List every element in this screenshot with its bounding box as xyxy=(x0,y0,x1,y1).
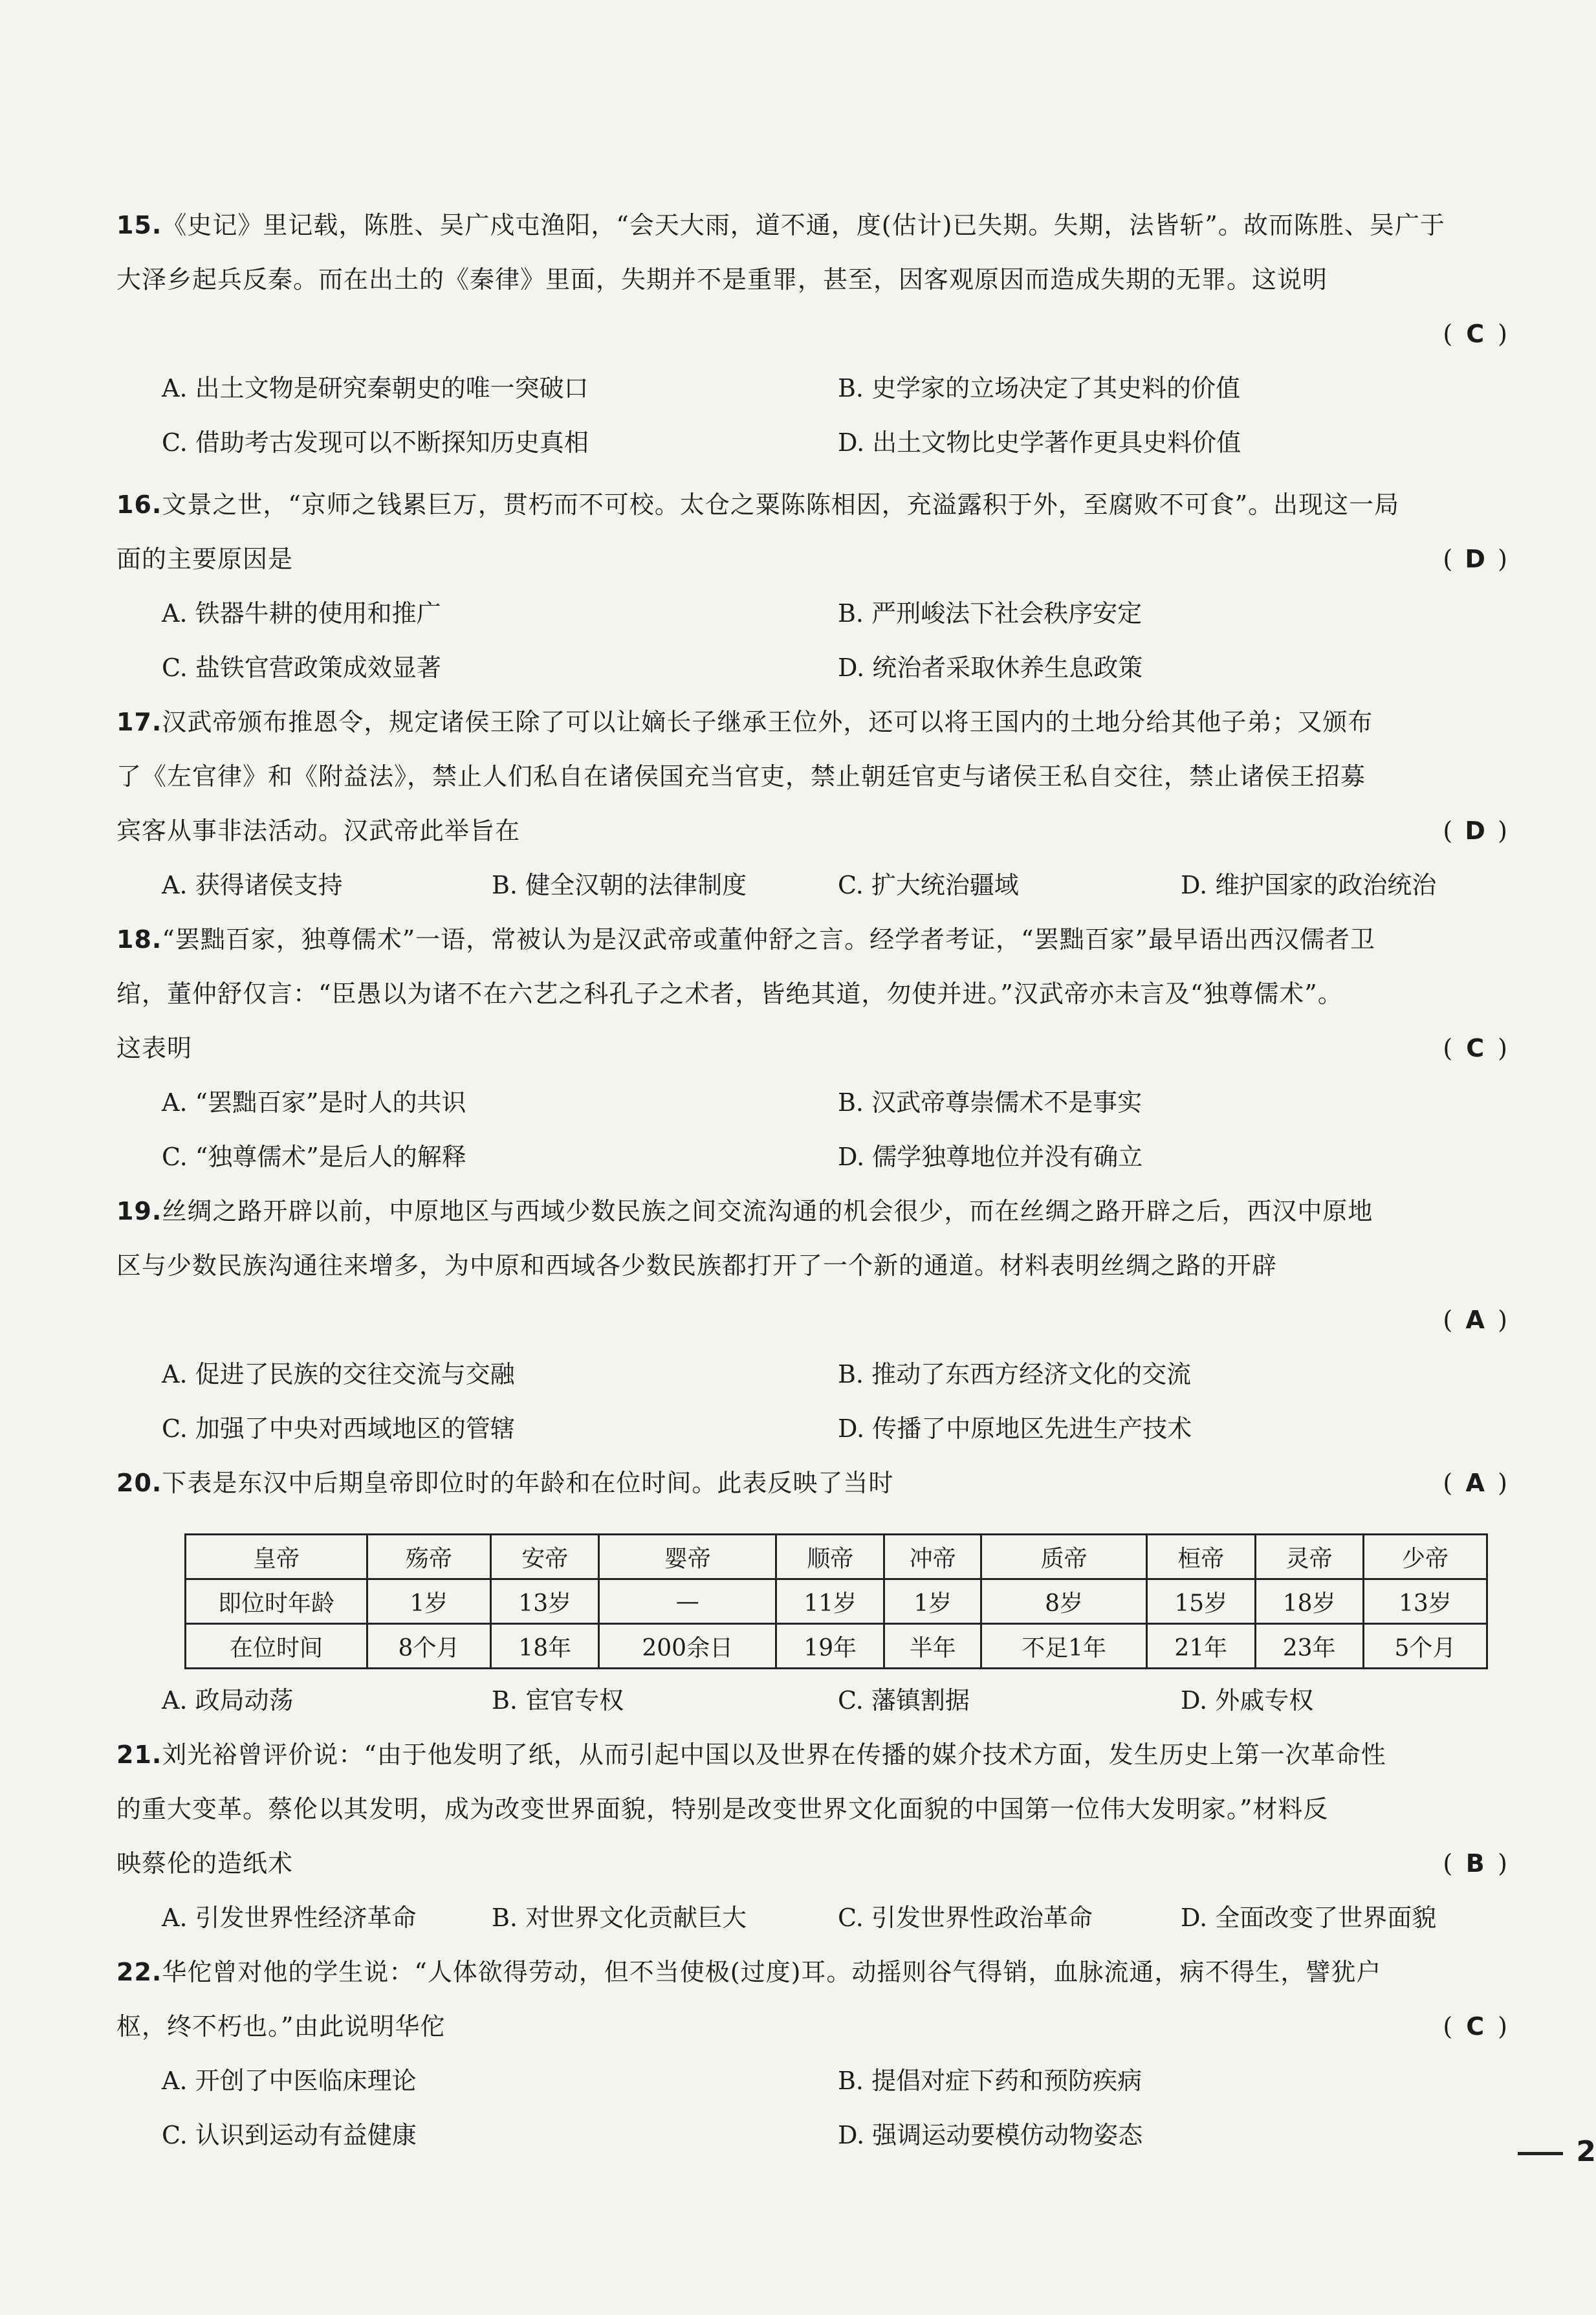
option-a: A. 获得诸侯支持 xyxy=(162,871,343,899)
page-dash xyxy=(1518,2152,1563,2155)
options-row xyxy=(116,641,1507,695)
table-row xyxy=(186,1579,1487,1624)
option-b: B. 汉武帝尊崇儒术不是事实 xyxy=(838,1088,1142,1117)
question-19 xyxy=(116,1184,1507,1456)
table-cell: 19年 xyxy=(776,1624,884,1669)
option-c: C. 借助考古发现可以不断探知历史真相 xyxy=(162,428,589,457)
option-c: C. 引发世界性政治革命 xyxy=(838,1904,1093,1932)
question-22 xyxy=(116,1945,1507,2162)
table-cell: 即位时年龄 xyxy=(186,1579,367,1624)
option-b: B. 健全汉朝的法律制度 xyxy=(492,871,747,899)
table-cell: 21年 xyxy=(1147,1624,1255,1669)
options-row xyxy=(116,1347,1507,1401)
table-cell: 安帝 xyxy=(491,1535,599,1579)
table-cell: 18岁 xyxy=(1255,1579,1363,1624)
answer-bracket: ( C ) xyxy=(1443,307,1507,361)
answer-bracket: ( B ) xyxy=(1443,1836,1507,1891)
options-row xyxy=(116,1401,1507,1456)
question-stem: 17.汉武帝颁布推恩令，规定诸侯王除了可以让嫡长子继承王位外，还可以将王国内的土地分给其他子弟；又颁布 了《左官律》和《附益法》，禁止人们私自在诸侯国充当官吏，禁止朝廷官吏与诸侯王私自交往，禁止诸侯王招募 宾客从事非法活动。汉武帝此举旨在 xyxy=(116,708,1373,845)
table-cell: 殇帝 xyxy=(367,1535,491,1579)
table-cell: 婴帝 xyxy=(599,1535,776,1579)
option-a: A. 政局动荡 xyxy=(162,1686,294,1715)
table-cell: 顺帝 xyxy=(776,1535,884,1579)
option-d: D. 传播了中原地区先进生产技术 xyxy=(838,1414,1192,1443)
question-stem: 21.刘光裕曾评价说：“由于他发明了纸，从而引起中国以及世界在传播的媒介技术方面，发生历史上第一次革命性 的重大变革。蔡伦以其发明，成为改变世界面貌，特别是改变世界文化面貌的中国第一位伟大发明家。”材料反 映蔡伦的造纸术 xyxy=(116,1740,1386,1878)
option-d: D. 统治者采取休养生息政策 xyxy=(838,653,1143,682)
question-stem: 20.下表是东汉中后期皇帝即位时的年龄和在位时间。此表反映了当时 xyxy=(116,1469,894,1497)
page-number-corner xyxy=(1518,2135,1596,2168)
options-row xyxy=(116,1130,1507,1184)
table-cell: 皇帝 xyxy=(186,1535,367,1579)
option-a: A. 开创了中医临床理论 xyxy=(162,2067,417,2095)
option-c: C. 扩大统治疆域 xyxy=(838,871,1019,899)
answer-letter: C xyxy=(1466,1034,1485,1062)
option-a: A. 出土文物是研究秦朝史的唯一突破口 xyxy=(162,374,589,402)
option-c: C. 认识到运动有益健康 xyxy=(162,2121,417,2149)
table-cell: 18年 xyxy=(491,1624,599,1669)
table-cell: 8个月 xyxy=(367,1624,491,1669)
table-cell: — xyxy=(599,1579,776,1624)
answer-letter: D xyxy=(1465,545,1485,573)
table-cell: 不足1年 xyxy=(981,1624,1147,1669)
option-c: C. 加强了中央对西域地区的管辖 xyxy=(162,1414,515,1443)
table-cell: 灵帝 xyxy=(1255,1535,1363,1579)
question-stem: 15.《史记》里记载，陈胜、吴广戍屯渔阳，“会天大雨，道不通，度(估计)已失期。失期，法皆斩”。故而陈胜、吴广于 大泽乡起兵反秦。而在出土的《秦律》里面，失期并不是重罪，甚至，因客观原因而造成失期的无罪。这说明 xyxy=(116,211,1445,294)
options-row xyxy=(116,586,1507,641)
option-a: A. 铁器牛耕的使用和推广 xyxy=(162,599,441,628)
table-cell: 13岁 xyxy=(491,1579,599,1624)
table-cell: 13岁 xyxy=(1363,1579,1487,1624)
options-row xyxy=(116,858,1507,912)
answer-bracket: ( D ) xyxy=(1443,532,1507,586)
table-cell: 5个月 xyxy=(1363,1624,1487,1669)
option-d: D. 外戚专权 xyxy=(1181,1686,1314,1715)
option-d: D. 强调运动要模仿动物姿态 xyxy=(838,2121,1143,2149)
emperor-table xyxy=(184,1533,1488,1669)
answer-bracket: ( A ) xyxy=(1443,1456,1507,1510)
options-row xyxy=(116,1075,1507,1130)
answer-bracket: ( C ) xyxy=(1443,1999,1507,2054)
options-row xyxy=(116,2054,1507,2108)
answer-letter: A xyxy=(1465,1469,1485,1497)
table-cell: 在位时间 xyxy=(186,1624,367,1669)
option-b: B. 对世界文化贡献巨大 xyxy=(492,1904,747,1932)
question-16 xyxy=(116,477,1507,695)
answer-letter: B xyxy=(1465,1849,1485,1878)
table-row xyxy=(186,1535,1487,1579)
option-b: B. 提倡对症下药和预防疾病 xyxy=(838,2067,1142,2095)
answer-bracket: ( C ) xyxy=(1443,1021,1507,1075)
table-cell: 少帝 xyxy=(1363,1535,1487,1579)
option-a: A. 引发世界性经济革命 xyxy=(162,1904,417,1932)
option-b: B. 严刑峻法下社会秩序安定 xyxy=(838,599,1142,628)
option-a: A. “罢黜百家”是时人的共识 xyxy=(162,1088,466,1117)
question-21 xyxy=(116,1728,1507,1945)
options-row xyxy=(116,1891,1507,1945)
table-cell: 冲帝 xyxy=(884,1535,981,1579)
options-row xyxy=(116,1673,1507,1728)
table-cell: 1岁 xyxy=(884,1579,981,1624)
option-d: D. 维护国家的政治统治 xyxy=(1181,871,1437,899)
table-cell: 23年 xyxy=(1255,1624,1363,1669)
question-stem: 19.丝绸之路开辟以前，中原地区与西域少数民族之间交流沟通的机会很少，而在丝绸之路开辟之后，西汉中原地 区与少数民族沟通往来增多，为中原和西域各少数民族都打开了一个新的通道。材料表明丝绸之路的开辟 xyxy=(116,1197,1373,1280)
question-stem: 16.文景之世，“京师之钱累巨万，贯朽而不可校。太仓之粟陈陈相因，充溢露积于外，至腐败不可食”。出现这一局 面的主要原因是 xyxy=(116,490,1400,573)
options-row xyxy=(116,415,1507,470)
option-c: C. 藩镇割据 xyxy=(838,1686,970,1715)
table-cell: 1岁 xyxy=(367,1579,491,1624)
answer-bracket: ( A ) xyxy=(1443,1293,1507,1347)
option-b: B. 史学家的立场决定了其史料的价值 xyxy=(838,374,1241,402)
options-row xyxy=(116,361,1507,415)
answer-letter: C xyxy=(1466,320,1485,348)
table-cell: 桓帝 xyxy=(1147,1535,1255,1579)
option-d: D. 全面改变了世界面貌 xyxy=(1181,1904,1437,1932)
table-cell: 15岁 xyxy=(1147,1579,1255,1624)
answer-letter: D xyxy=(1465,817,1485,845)
question-15 xyxy=(116,198,1507,470)
table-cell: 8岁 xyxy=(981,1579,1147,1624)
question-stem: 22.华佗曾对他的学生说：“人体欲得劳动，但不当使极(过度)耳。动摇则谷气得销，血脉流通，病不得生，譬犹户 枢，终不朽也。”由此说明华佗 xyxy=(116,1958,1382,2041)
option-a: A. 促进了民族的交往交流与交融 xyxy=(162,1360,515,1388)
table-cell: 11岁 xyxy=(776,1579,884,1624)
option-d: D. 儒学独尊地位并没有确立 xyxy=(838,1143,1143,1171)
question-20 xyxy=(116,1456,1507,1510)
answer-letter: C xyxy=(1466,2012,1485,2041)
table-cell: 质帝 xyxy=(981,1535,1147,1579)
question-number: 15. xyxy=(116,211,162,239)
table-row xyxy=(186,1624,1487,1669)
option-d: D. 出土文物比史学著作更具史料价值 xyxy=(838,428,1241,457)
answer-bracket: ( D ) xyxy=(1443,804,1507,858)
question-20-options xyxy=(116,1673,1507,1728)
page-number: 2 xyxy=(1576,2135,1596,2168)
answer-letter: A xyxy=(1465,1306,1485,1334)
option-b: B. 宦官专权 xyxy=(492,1686,624,1715)
options-row xyxy=(116,2108,1507,2162)
table-cell: 200余日 xyxy=(599,1624,776,1669)
question-17 xyxy=(116,695,1507,912)
question-18 xyxy=(116,912,1507,1184)
option-c: C. 盐铁官营政策成效显著 xyxy=(162,653,441,682)
question-stem: 18.“罢黜百家，独尊儒术”一语，常被认为是汉武帝或董仲舒之言。经学者考证，“罢黜百家”最早语出西汉儒者卫 绾，董仲舒仅言：“臣愚以为诸不在六艺之科孔子之术者，皆绝其道，勿使并进。”汉武帝亦未言及“独尊儒术”。 这表明 xyxy=(116,925,1376,1062)
option-b: B. 推动了东西方经济文化的交流 xyxy=(838,1360,1192,1388)
table-cell: 半年 xyxy=(884,1624,981,1669)
option-c: C. “独尊儒术”是后人的解释 xyxy=(162,1143,466,1171)
